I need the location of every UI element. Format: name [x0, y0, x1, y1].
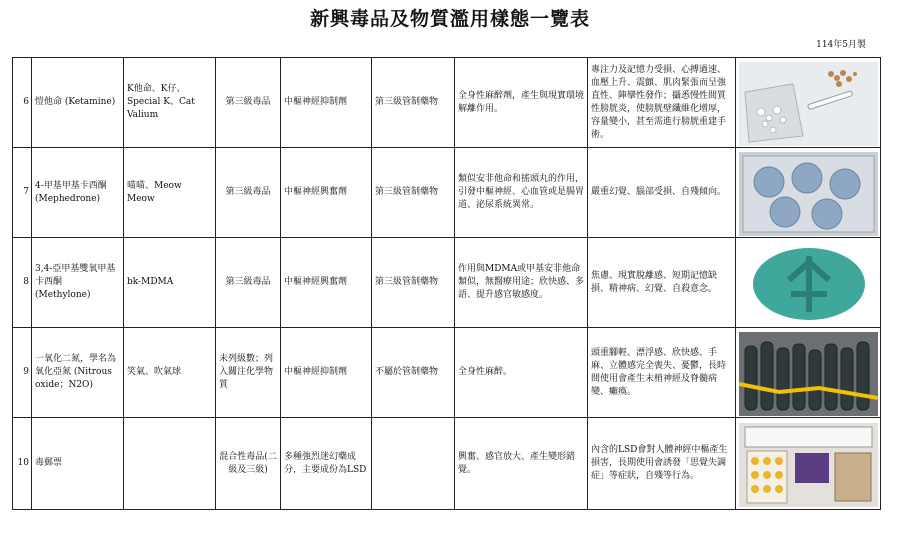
mephedrone-pills-photo: [739, 152, 878, 236]
drug-harm: 頭重腳輕、漂浮感、欣快感、手麻、立體感完全喪失、憂鬱，長時間使用會產生末梢神經及脊髓病變、癱瘓。: [588, 328, 736, 418]
drug-name: 一氧化二氮，學名為氧化亞氮 (Nitrous oxide；N2O): [32, 328, 124, 418]
drug-alias: 笑氣、吹氣球: [124, 328, 216, 418]
drug-control: 第三級管制藥物: [372, 148, 455, 238]
page-title: 新興毒品及物質濫用樣態一覽表: [309, 8, 590, 30]
nitrous-cylinders-photo: [739, 332, 878, 416]
table-row: [13, 328, 881, 418]
drug-effects: 作用與MDMA或甲基安非他命類似，無醫療用途；欣快感、多語、提升感官敏感度。: [455, 238, 588, 328]
drug-name: 4-甲基甲基卡西酮 (Mephedrone): [32, 148, 124, 238]
drug-control: 第三級管制藥物: [372, 58, 455, 148]
table-row: [13, 418, 881, 510]
drug-category: 中樞神經興奮劑: [281, 238, 372, 328]
drug-category: 中樞神經抑制劑: [281, 58, 372, 148]
drug-category: 中樞神經抑制劑: [281, 328, 372, 418]
drug-schedule: 第三級毒品: [216, 58, 281, 148]
table-row: [13, 148, 881, 238]
drug-harm: 嚴重幻覺、腦部受損、自殘傾向。: [588, 148, 736, 238]
drug-category: 中樞神經興奮劑: [281, 148, 372, 238]
drug-stamps-photo: [739, 423, 878, 507]
drug-alias: bk-MDMA: [124, 238, 216, 328]
drug-photo-cell: [736, 238, 881, 328]
methylone-tablet-photo: [739, 242, 878, 326]
row-number: 7: [13, 148, 32, 238]
drug-effects: 全身性麻醉劑，產生與現實環境解離作用。: [455, 58, 588, 148]
drug-photo-cell: [736, 418, 881, 510]
drug-alias: [124, 418, 216, 510]
drug-photo-cell: [736, 148, 881, 238]
drug-name: 3,4-亞甲基雙氧甲基卡西酮 (Methylone): [32, 238, 124, 328]
row-number: 10: [13, 418, 32, 510]
ketamine-crystals-photo: [739, 62, 878, 146]
drug-effects: 類似安非他命和搖頭丸的作用，引發中樞神經、心血管或是腸胃道、泌尿系統異常。: [455, 148, 588, 238]
drug-name: 愷他命 (Ketamine): [32, 58, 124, 148]
table-row: [13, 58, 881, 148]
drug-photo-cell: [736, 328, 881, 418]
drug-alias: K他命、K仔、Special K、Cat Valium: [124, 58, 216, 148]
drug-control: [372, 418, 455, 510]
drug-effects: 興奮、感官放大、產生變形錯覺。: [455, 418, 588, 510]
drug-table: [12, 57, 881, 510]
drug-schedule: 第三級毒品: [216, 238, 281, 328]
drug-category: 多種強烈迷幻藥成分，主要成份為LSD: [281, 418, 372, 510]
drug-harm: 焦慮、現實脫離感、短期記憶缺損、精神病、幻覺、自殺意念。: [588, 238, 736, 328]
date-label: 114年5月製: [816, 40, 866, 50]
drug-photo-cell: [736, 58, 881, 148]
drug-harm: 專注力及記憶力受損、心搏過速、血壓上升、震顫、肌肉緊張而呈強直性、陣攣性發作；攝悉慢性間質性膀胱炎，使膀胱壁纖維化增厚，容量變小，甚至需進行膀胱重建手術。: [588, 58, 736, 148]
table-row: [13, 238, 881, 328]
drug-control: 不屬於管制藥物: [372, 328, 455, 418]
row-number: 9: [13, 328, 32, 418]
drug-schedule: 未列級數；列入關注化學物質: [216, 328, 281, 418]
drug-schedule: 混合性毒品(二級及三級): [216, 418, 281, 510]
drug-harm: 內含的LSD會對人體神經中樞產生損害，長期使用會誘發「思覺失調症」等症狀，自殘等行為。: [588, 418, 736, 510]
drug-alias: 喵喵、Meow Meow: [124, 148, 216, 238]
row-number: 6: [13, 58, 32, 148]
drug-name: 毒郵票: [32, 418, 124, 510]
drug-control: 第三級管制藥物: [372, 238, 455, 328]
drug-effects: 全身性麻醉。: [455, 328, 588, 418]
row-number: 8: [13, 238, 32, 328]
drug-schedule: 第三級毒品: [216, 148, 281, 238]
